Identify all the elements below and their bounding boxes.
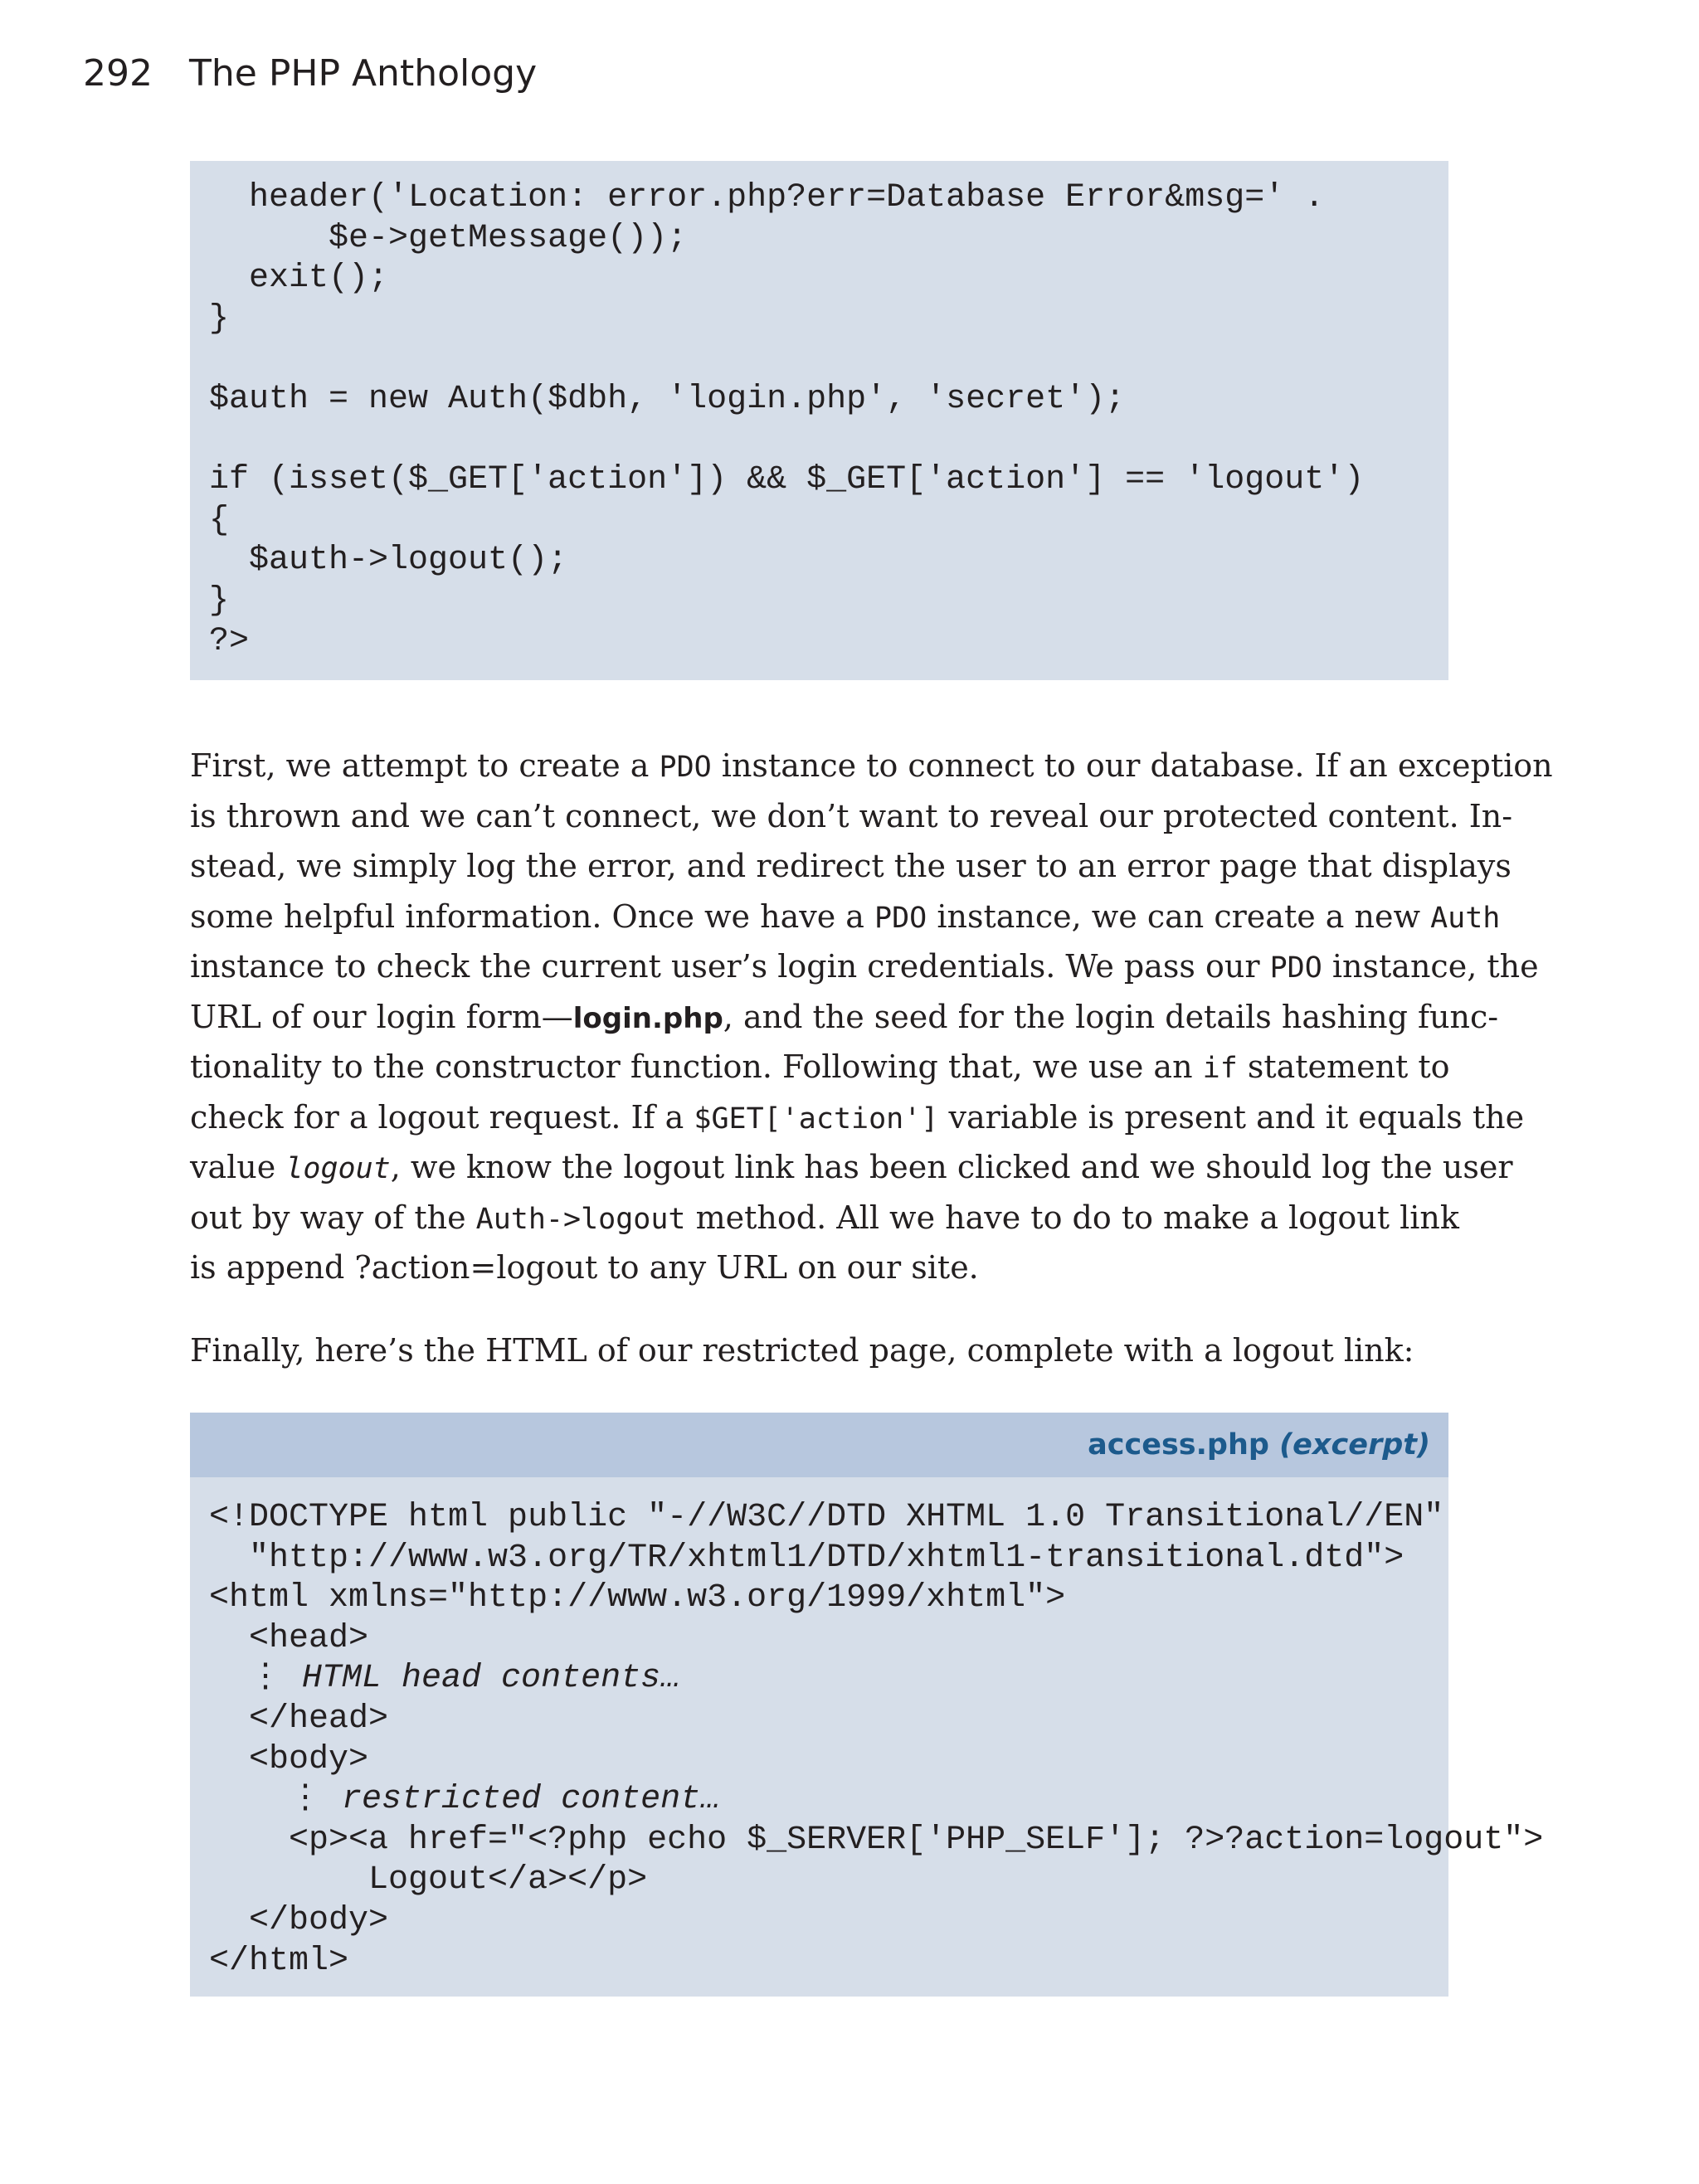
inline-code: $GET['action'] [694,1102,939,1136]
code-line: { [209,501,230,539]
paragraph-line: URL of our login form—login.php, and the seed for the login details hashing func- [190,998,1499,1035]
paragraph-line: is append ?action=logout to any URL on our site. [190,1249,979,1286]
code-line: <body> [209,1740,369,1778]
paragraph-line: some helpful information. Once we have a PDO instance, we can create a new Auth [190,897,1501,935]
code-line: <p><a href="<?php echo $_SERVER['PHP_SELF']; ?>?action=logout"> [209,1821,1544,1859]
code-line: </html> [209,1942,349,1980]
code-line: $auth->logout(); [209,542,568,580]
code-line: <head> [209,1619,369,1657]
code-line: </head> [209,1700,389,1738]
body-paragraph [190,1325,1448,1376]
code-line: } [209,299,230,338]
code-line: } [209,581,230,620]
code-block-bottom [190,1477,1544,1982]
body-paragraph [190,741,1553,1293]
code-file-note: (excerpt) [1279,1428,1430,1462]
code-listing-bottom [190,1413,1544,1997]
inline-code: PDO [1269,951,1322,985]
code-line: <!DOCTYPE html public "-//W3C//DTD XHTML 1.0 Transitional//EN" [209,1499,1444,1536]
code-line: $e->getMessage()); [209,219,688,257]
code-listing-header [190,1413,1448,1477]
code-line: <html xmlns="http://www.w3.org/1999/xhtml"> [209,1579,1066,1617]
code-line: ?> [209,622,250,660]
filename-bold: login.php [572,1001,723,1035]
paragraph-line: instance to check the current user’s login credentials. We pass our PDO instance, the [190,948,1539,985]
paragraph-line: value logout, we know the logout link has been clicked and we should log the user [190,1149,1513,1185]
inline-code: PDO [874,901,927,935]
code-line: </body> [209,1901,389,1939]
code-line: Logout</a></p> [209,1861,648,1899]
running-head [83,46,537,102]
code-comment: restricted content… [342,1781,721,1819]
code-file-name: access.php [1088,1428,1269,1462]
paragraph-line: out by way of the Auth->logout method. All we have to do to make a logout link [190,1199,1459,1236]
inline-code: Auth->logout [475,1202,686,1236]
paragraph-line: check for a logout request. If a $GET['action'] variable is present and it equals the [190,1098,1525,1136]
page-number: 292 [83,52,153,95]
code-comment: HTML head contents… [302,1660,681,1698]
inline-code: Auth [1430,901,1501,935]
code-line: exit(); [209,260,389,298]
inline-code: PDO [659,751,712,784]
paragraph-line: tionality to the constructor function. Following that, we use an if statement to [190,1048,1450,1085]
code-line: ⋮ restricted content… [209,1781,721,1819]
paragraph-line: is thrown and we can’t connect, we don’t want to reveal our protected content. In- [190,797,1513,834]
paragraph-line: First, we attempt to create a PDO instance to connect to our database. If an exception [190,747,1553,784]
paragraph-line: stead, we simply log the error, and redirect the user to an error page that displays [190,848,1512,884]
code-line: $auth = new Auth($dbh, 'login.php', 'secret'); [209,380,1126,418]
code-line: ⋮ HTML head contents… [209,1660,681,1698]
inline-code-italic: logout [285,1152,391,1185]
code-line: if (isset($_GET['action']) && $_GET['action'] == 'logout') [209,461,1365,499]
book-title: The PHP Anthology [189,52,538,95]
code-line: "http://www.w3.org/TR/xhtml1/DTD/xhtml1-transitional.dtd"> [209,1539,1404,1577]
code-block-top [190,161,1448,662]
inline-code: if [1202,1052,1238,1085]
paragraph-line: Finally, here’s the HTML of our restricted page, complete with a logout link: [190,1332,1414,1369]
code-listing-top [190,161,1448,680]
code-line: header('Location: error.php?err=Database Error&msg=' . [209,179,1325,216]
